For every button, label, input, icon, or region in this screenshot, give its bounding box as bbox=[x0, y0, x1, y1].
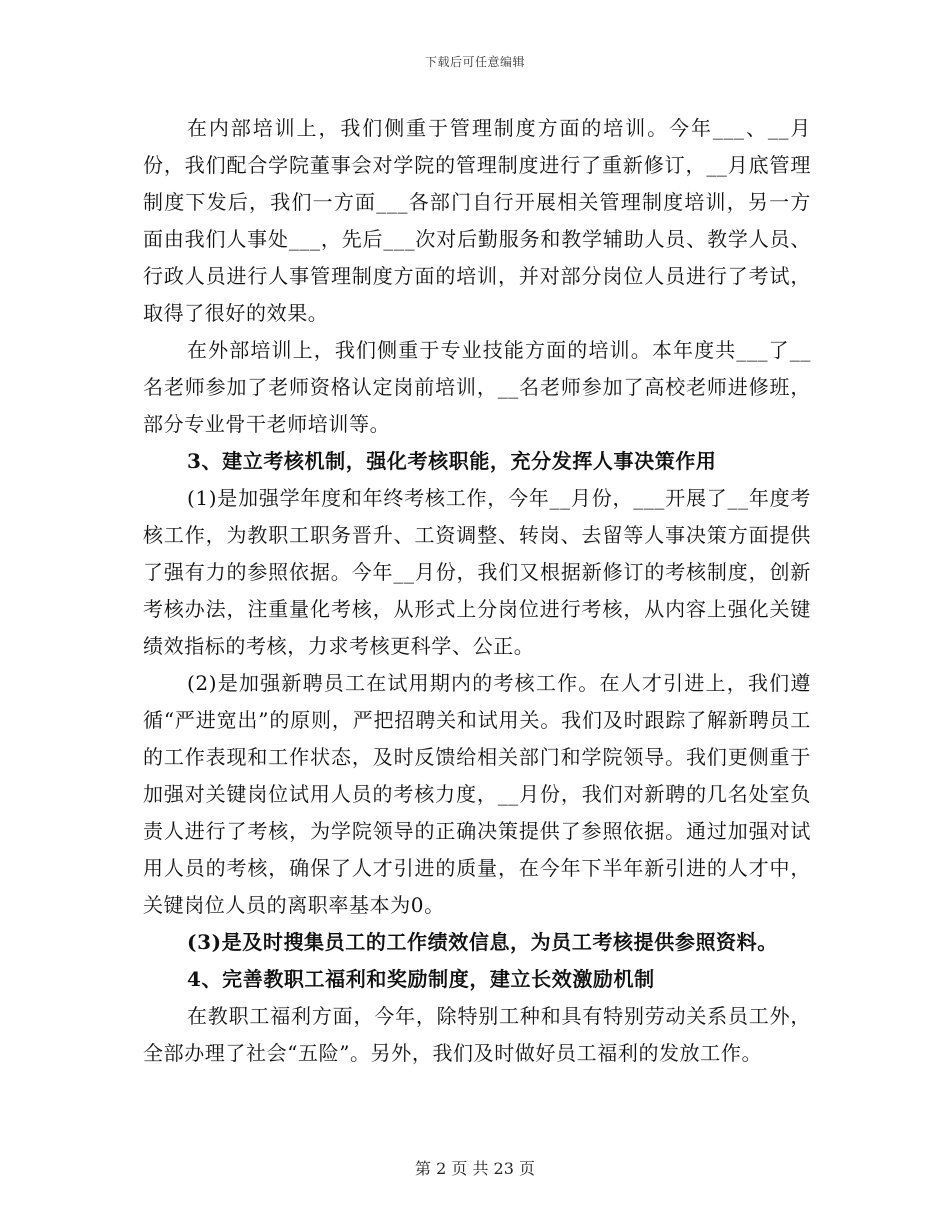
page-number-footer: 第 2 页 共 23 页 bbox=[415, 1159, 535, 1178]
paragraph-probation-assessment: (2)是加强新聘员工在试用期内的考核工作。在人才引进上，我们遵循“严进宽出”的原则，严把招聘关和试用关。我们及时跟踪了解新聘员工的工作表现和工作状态，及时反馈给相关部门和学院领导。我们更侧重于加强对关键岗位试用人员的考核力度，__月份，我们对新聘的几名处室负责人进行了考核，为学院领导的正确决策提供了参照依据。通过加强对试用人员的考核，确保了人才引进的质量，在今年下半年新引进的人才中，关键岗位人员的离职率基本为0。 bbox=[143, 671, 811, 917]
subheading-performance-info: (3)是及时搜集员工的工作绩效信息，为员工考核提供参照资料。 bbox=[187, 930, 778, 954]
paragraph-welfare: 在教职工福利方面，今年，除特别工种和具有特别劳动关系员工外，全部办理了社会“五险”。另外，我们及时做好员工福利的发放工作。 bbox=[143, 1004, 811, 1065]
section-heading-welfare: 4、完善教职工福利和奖励制度，建立长效激励机制 bbox=[187, 967, 655, 991]
paragraph-external-training: 在外部培训上，我们侧重于专业技能方面的培训。本年度共___了__名老师参加了老师资格认定岗前培训，__名老师参加了高校老师进修班，部分专业骨干老师培训等。 bbox=[143, 338, 811, 436]
section-heading-assessment: 3、建立考核机制，强化考核职能，充分发挥人事决策作用 bbox=[187, 449, 717, 473]
page-header-note: 下载后可任意编辑 bbox=[424, 55, 525, 69]
document-body bbox=[143, 110, 811, 1072]
paragraph-annual-assessment: (1)是加强学年度和年终考核工作，今年__月份，___开展了__年度考核工作，为教职工职务晋升、工资调整、转岗、去留等人事决策方面提供了强有力的参照依据。今年__月份，我们又根据新修订的考核制度，创新考核办法，注重量化考核，从形式上分岗位进行考核，从内容上强化关键绩效指标的考核，力求考核更科学、公正。 bbox=[143, 486, 811, 658]
paragraph-internal-training: 在内部培训上，我们侧重于管理制度方面的培训。今年___、__月份，我们配合学院董事会对学院的管理制度进行了重新修订，__月底管理制度下发后，我们一方面___各部门自行开展相关管理制度培训，另一方面由我们人事处___，先后___次对后勤服务和教学辅助人员、教学人员、行政人员进行人事管理制度方面的培训，并对部分岗位人员进行了考试，取得了很好的效果。 bbox=[143, 116, 811, 325]
